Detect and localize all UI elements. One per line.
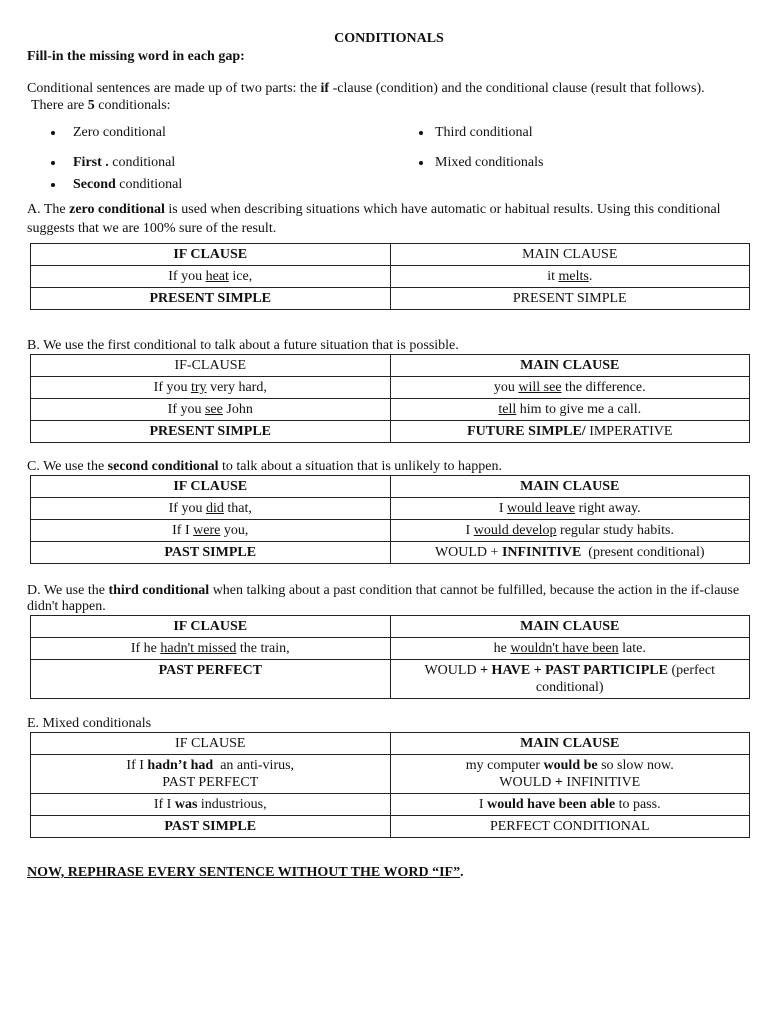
table-row [31,816,750,838]
worksheet-page [27,30,751,882]
list-item: Third conditional [413,123,544,142]
table-header-if: IF CLAUSE [31,616,391,638]
final-instruction: NOW, REPHRASE EVERY SENTENCE WITHOUT THE WORD “IF”. [27,865,464,880]
table-cell: I would have been able to pass. [390,794,750,816]
table-header-main: MAIN CLAUSE [390,355,750,377]
table-cell: WOULD + HAVE + PAST PARTICIPLE (perfect conditional) [390,660,750,699]
table-cell: If I was industrious, [31,794,391,816]
conditionals-list-left [27,123,389,194]
table-cell: it melts. [390,266,750,288]
first-conditional-table [30,354,750,443]
table-cell: If you did that, [31,498,391,520]
section-d-description: D. We use the third conditional when talking about a past condition that cannot be fulfilled, because the action in the if-clause didn't happen. [27,583,740,614]
page-title: CONDITIONALS [334,31,444,46]
table-header-main: MAIN CLAUSE [390,244,750,266]
table-cell: tell him to give me a call. [390,399,750,421]
table-header-if: IF CLAUSE [31,244,391,266]
table-cell: If I were you, [31,520,391,542]
conditionals-list [27,123,751,194]
zero-conditional-table [30,243,750,310]
table-row [31,755,750,794]
table-row [31,355,750,377]
table-cell: you will see the difference. [390,377,750,399]
table-cell: FUTURE SIMPLE/ IMPERATIVE [390,421,750,443]
table-header-if: IF CLAUSE [31,733,391,755]
table-header-main: MAIN CLAUSE [390,733,750,755]
table-row [31,794,750,816]
table-cell: If he hadn't missed the train, [31,638,391,660]
section-b-description: B. We use the first conditional to talk about a future situation that is possible. [27,338,459,353]
table-header-if: IF CLAUSE [31,476,391,498]
table-cell: If you heat ice, [31,266,391,288]
conditionals-list-right [389,123,544,194]
table-row [31,660,750,699]
instruction-heading: Fill-in the missing word in each gap: [27,49,245,64]
table-cell: PRESENT SIMPLE [31,421,391,443]
section-e-description: E. Mixed conditionals [27,716,152,731]
table-cell: If you try very hard, [31,377,391,399]
table-cell: If I hadn’t had an anti-virus, PAST PERFECT [31,755,391,794]
table-row [31,288,750,310]
list-item: First . conditional [27,153,389,172]
table-header-main: MAIN CLAUSE [390,476,750,498]
table-cell: PAST SIMPLE [31,816,391,838]
table-row [31,498,750,520]
table-cell: he wouldn't have been late. [390,638,750,660]
list-item: Mixed conditionals [413,153,544,172]
intro-paragraph: Conditional sentences are made up of two parts: the if -clause (condition) and the conditional clause (result that follows). [27,81,705,96]
list-item: Zero conditional [27,123,389,142]
third-conditional-table [30,615,750,699]
table-row [31,520,750,542]
table-row [31,638,750,660]
table-row [31,266,750,288]
table-row [31,244,750,266]
section-a-description: A. The zero conditional is used when describing situations which have automatic or habitual results. Using this conditional suggests that we are 100% sure of the result. [27,202,721,236]
second-conditional-table [30,475,750,564]
table-cell: If you see John [31,399,391,421]
table-header-if: IF-CLAUSE [31,355,391,377]
table-cell: PAST SIMPLE [31,542,391,564]
intro-count-line: There are 5 conditionals: [31,98,171,113]
table-row [31,399,750,421]
table-cell: my computer would be so slow now. WOULD + INFINITIVE [390,755,750,794]
table-header-main: MAIN CLAUSE [390,616,750,638]
table-row [31,542,750,564]
list-item: Second conditional [27,175,389,194]
table-cell: I would develop regular study habits. [390,520,750,542]
table-cell: PRESENT SIMPLE [31,288,391,310]
table-cell: WOULD + INFINITIVE (present conditional) [390,542,750,564]
table-row [31,733,750,755]
table-cell: PAST PERFECT [31,660,391,699]
table-cell: PERFECT CONDITIONAL [390,816,750,838]
table-row [31,616,750,638]
section-c-description: C. We use the second conditional to talk about a situation that is unlikely to happen. [27,459,502,474]
table-row [31,377,750,399]
table-cell: PRESENT SIMPLE [390,288,750,310]
table-cell: I would leave right away. [390,498,750,520]
table-row [31,476,750,498]
mixed-conditional-table [30,732,750,838]
table-row [31,421,750,443]
